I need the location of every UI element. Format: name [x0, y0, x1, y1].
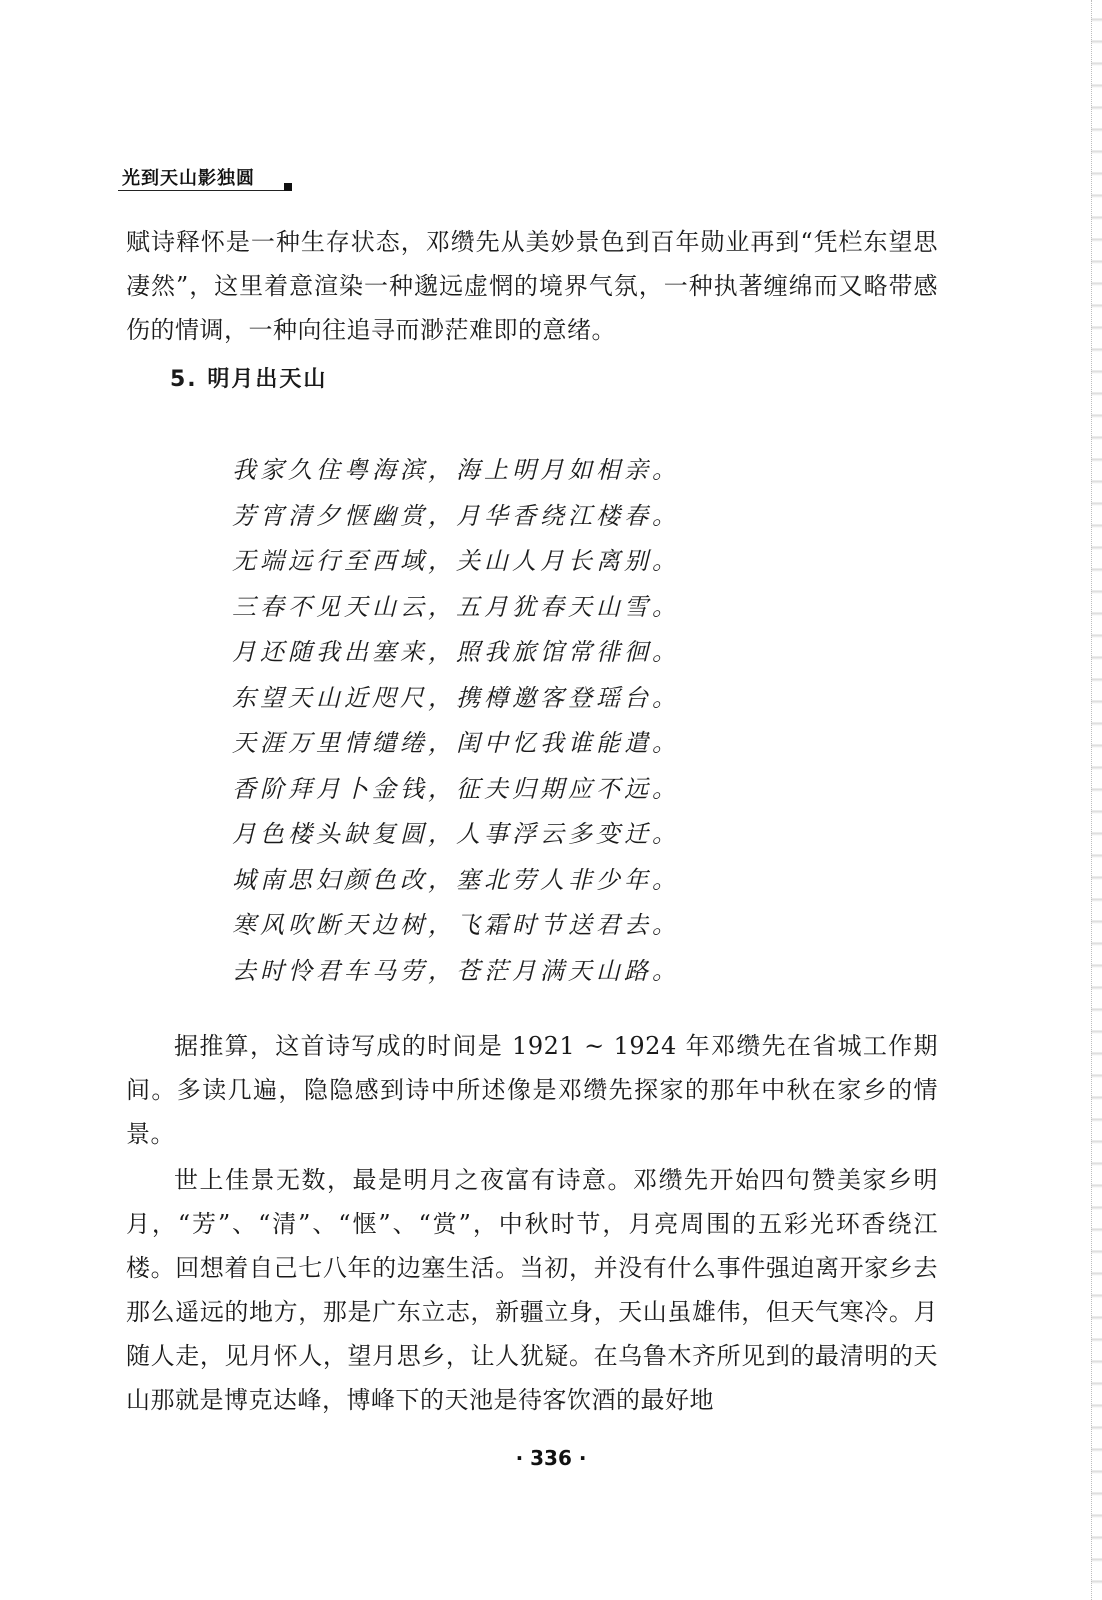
poem-line: 城南思妇颜色改，塞北劳人非少年。: [232, 865, 680, 894]
poem-line: 天涯万里情缱绻，闺中忆我谁能遣。: [232, 729, 680, 757]
paragraph-2: 据推算，这首诗写成的时间是 1921 ~ 1924 年邓缵先在省城工作期间。多读几遍，隐隐感到诗中所述像是邓缵先探家的那年中秋在家乡的情景。: [126, 1032, 938, 1148]
poem: [232, 448, 680, 994]
poem-line: 无端远行至西域，关山人月长离别。: [232, 547, 680, 575]
paragraph-3: 世上佳景无数，最是明月之夜富有诗意。邓缵先开始四句赞美家乡明月，“芳”、“清”、“惬”、“赏”，中秋时节，月亮周围的五彩光环香绕江楼。回想着自己七八年的边塞生活。当初，并没有什么事件强迫离开家乡去那么遥远的地方，那是广东立志，新疆立身，天山虽雄伟，但天气寒冷。月随人走，见月怀人，望月思乡，让人犹疑。在乌鲁木齐所见到的最清明的天山那就是博克达峰，博峰下的天池是待客饮酒的最好地: [126, 1166, 938, 1414]
section-title: 5. 明月出天山: [170, 367, 328, 392]
header-square-mark-icon: [284, 183, 292, 191]
page-torn-edge: [1091, 0, 1102, 1600]
running-header-title: 光到天山影独圆: [122, 168, 255, 189]
poem-line: 香阶拜月卜金钱，征夫归期应不远。: [232, 774, 680, 803]
poem-line: 芳宵清夕惬幽赏，月华香绕江楼春。: [232, 501, 680, 530]
poem-line: 月还随我出塞来，照我旅馆常徘徊。: [232, 638, 680, 666]
poem-line: 月色楼头缺复圆，人事浮云多变迁。: [232, 820, 680, 848]
paragraph-1: 赋诗释怀是一种生存状态，邓缵先从美妙景色到百年勋业再到“凭栏东望思凄然”，这里着意渲染一种邈远虚惘的境界气氛，一种执著缠绵而又略带感伤的情调，一种向往追寻而渺茫难即的意绪。: [126, 228, 938, 344]
running-header: [118, 162, 288, 190]
poem-line: 三春不见天山云，五月犹春天山雪。: [232, 592, 680, 621]
poem-line: 东望天山近咫尺，携樽邀客登瑶台。: [232, 683, 680, 712]
poem-line: 我家久住粤海滨，海上明月如相亲。: [232, 456, 680, 484]
page-number: · 336 ·: [515, 1446, 587, 1470]
poem-line: 去时怜君车马劳，苍茫月满天山路。: [232, 956, 680, 985]
poem-line: 寒风吹断天边树，飞霜时节送君去。: [232, 911, 680, 939]
header-rule: [118, 190, 286, 191]
